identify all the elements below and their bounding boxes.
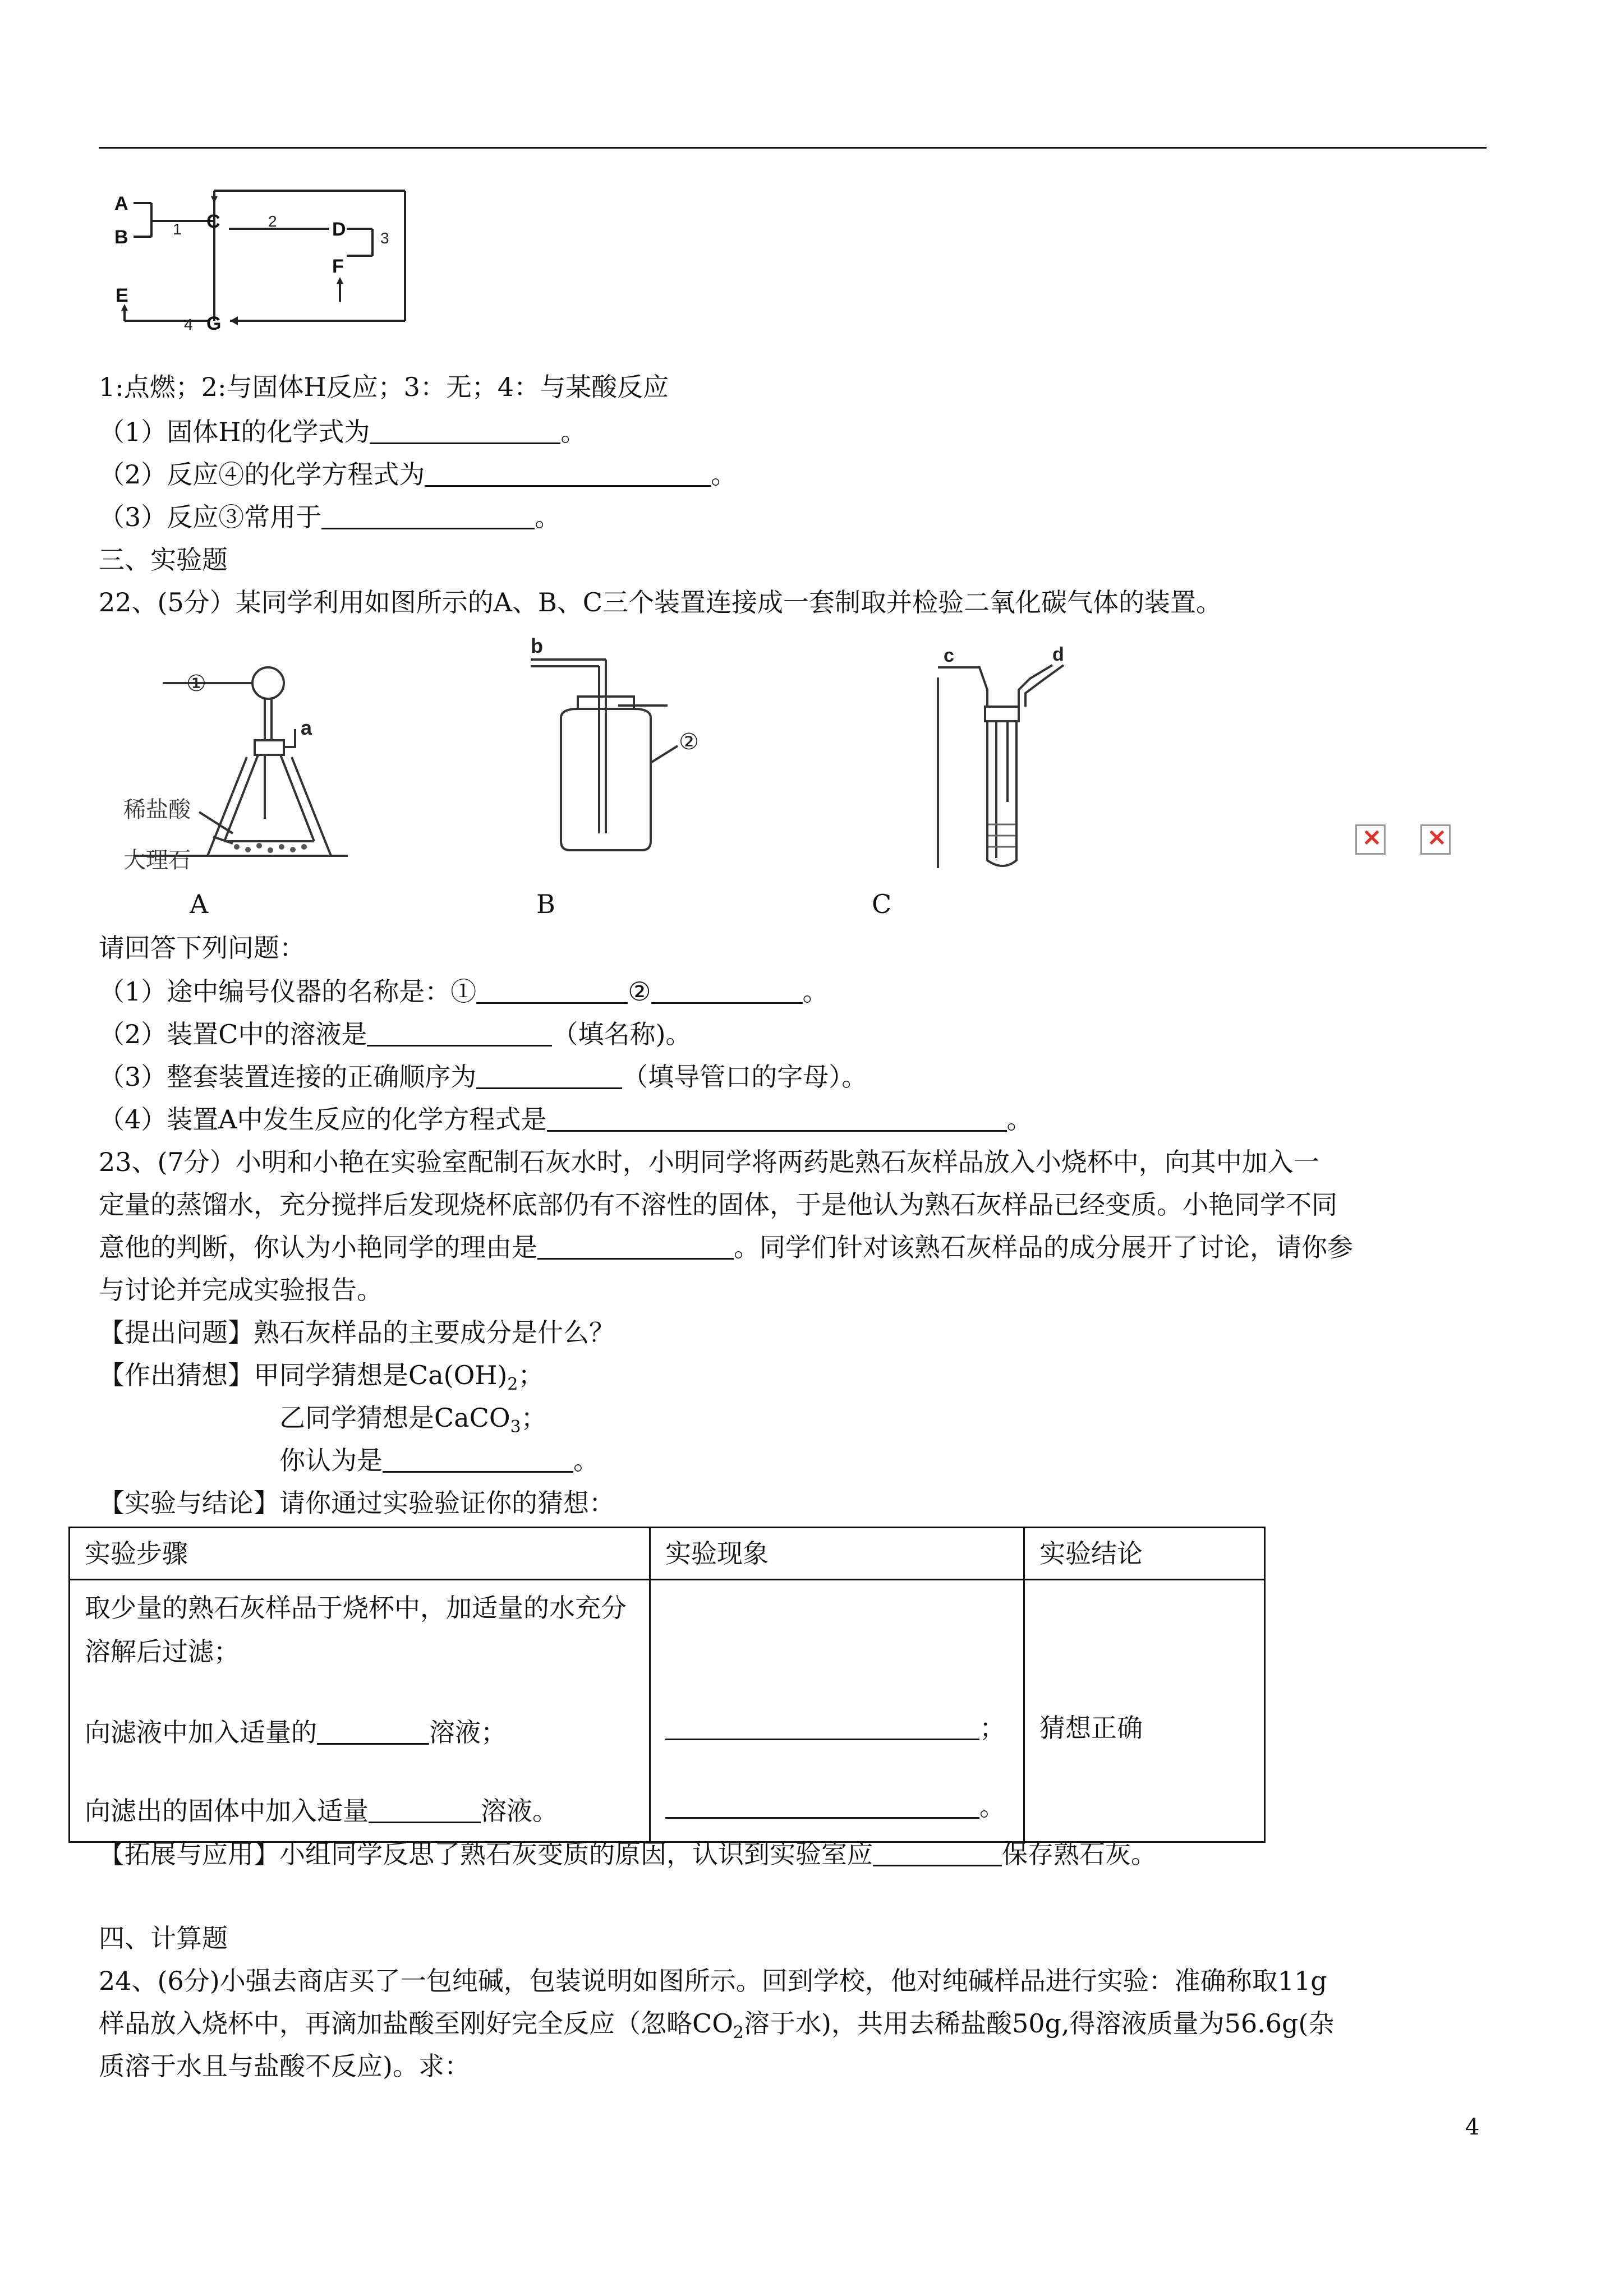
label-circle-2: ② bbox=[679, 730, 699, 754]
answer-blank[interactable] bbox=[537, 1233, 734, 1260]
section-heading-calculation: 四、计算题 bbox=[99, 1923, 228, 1953]
edge-label-2: 2 bbox=[268, 213, 277, 230]
answer-blank[interactable] bbox=[651, 978, 803, 1004]
q23-experiment-heading: 【实验与结论】请你通过实验验证你的猜想： bbox=[99, 1488, 615, 1518]
q21-part1: （1）固体H的化学式为 。 bbox=[99, 417, 587, 447]
reaction-flow-diagram bbox=[110, 183, 424, 340]
node-b: B bbox=[114, 227, 128, 248]
label-dilute-hcl: 稀盐酸 bbox=[123, 797, 191, 823]
label-c: c bbox=[944, 645, 954, 666]
label-marble: 大理石 bbox=[123, 847, 191, 873]
q21-part2: （2）反应④的化学方程式为 。 bbox=[99, 459, 737, 490]
q24-line1: 24、(6分)小强去商店买了一包纯碱，包装说明如图所示。回到学校，他对纯碱样品进行实验：准确称取11g bbox=[99, 1966, 1327, 1996]
q23-line3: 意他的判断，你认为小艳同学的理由是 。同学们针对该熟石灰样品的成分展开了讨论，请你参 bbox=[99, 1232, 1353, 1262]
q24-line3: 质溶于水且与盐酸不反应)。求： bbox=[99, 2051, 470, 2081]
node-e: E bbox=[116, 285, 128, 306]
table-cell-steps bbox=[70, 1580, 650, 1842]
reaction-legend: 1:点燃；2:与固体H反应；3：无；4：与某酸反应 bbox=[99, 372, 669, 402]
answer-blank[interactable] bbox=[425, 460, 711, 487]
q23-extension: 【拓展与应用】小组同学反思了熟石灰变质的原因，认识到实验室应 保存熟石灰。 bbox=[99, 1839, 1157, 1869]
conclusion-text: 猜想正确 bbox=[1039, 1713, 1143, 1743]
step-1: 取少量的熟石灰样品于烧杯中，加适量的水充分溶解后过滤； bbox=[85, 1593, 627, 1667]
section-heading-experiment: 三、实验题 bbox=[99, 545, 228, 575]
edge-label-4: 4 bbox=[184, 316, 193, 333]
edge-label-3: 3 bbox=[380, 229, 389, 247]
table-header-conclusion: 实验结论 bbox=[1024, 1528, 1265, 1580]
node-c: C bbox=[206, 211, 220, 232]
page-number: 4 bbox=[1465, 2114, 1480, 2140]
edge-label-1: 1 bbox=[173, 220, 182, 238]
table-header-observations: 实验现象 bbox=[650, 1528, 1024, 1580]
q21-part3: （3）反应③常用于 。 bbox=[99, 502, 561, 532]
q23-guess-b: 乙同学猜想是CaCO$_3$； bbox=[279, 1403, 547, 1437]
answer-blank[interactable] bbox=[476, 978, 628, 1004]
label-d: d bbox=[1052, 645, 1064, 665]
table-cell-conclusion bbox=[1024, 1580, 1265, 1842]
table-cell-observations bbox=[650, 1580, 1024, 1842]
answer-blank[interactable] bbox=[321, 503, 535, 529]
node-a: A bbox=[114, 193, 128, 214]
q23-question: 【提出问题】熟石灰样品的主要成分是什么？ bbox=[99, 1317, 615, 1348]
answer-blank[interactable] bbox=[476, 1063, 622, 1089]
answer-blank[interactable] bbox=[665, 1792, 979, 1819]
broken-image-icon: × bbox=[1355, 824, 1386, 855]
answer-blank[interactable] bbox=[369, 1797, 481, 1823]
table-header-steps: 实验步骤 bbox=[70, 1528, 650, 1580]
observation-1: ； bbox=[665, 1708, 1009, 1748]
q22-part4: （4）装置A中发生反应的化学方程式是 。 bbox=[99, 1104, 1033, 1135]
top-rule bbox=[99, 147, 1487, 149]
q23-guess-c: 你认为是 。 bbox=[279, 1445, 599, 1476]
step-3: 向滤出的固体中加入适量 溶液。 bbox=[85, 1796, 558, 1826]
apparatus-b-gas-bottle bbox=[522, 634, 735, 858]
caption-c: C bbox=[872, 889, 892, 919]
answer-blank[interactable] bbox=[547, 1105, 1007, 1132]
label-b: b bbox=[531, 634, 543, 657]
q22-part3: （3）整套装置连接的正确顺序为 （填导管口的字母）。 bbox=[99, 1062, 868, 1092]
q24-line2: 样品放入烧杯中，再滴加盐酸至刚好完全反应（忽略$CO_2$溶于水)，共用去稀盐酸50g,得溶液质量为56.6g(杂 bbox=[99, 2008, 1335, 2043]
q23-guess-a: 【作出猜想】甲同学猜想是$Ca(OH)_2$； bbox=[99, 1360, 544, 1395]
label-circle-1: ① bbox=[186, 671, 206, 696]
node-f: F bbox=[332, 256, 344, 277]
q22-part2: （2）装置C中的溶液是 （填名称)。 bbox=[99, 1019, 692, 1049]
q23-line4: 与讨论并完成实验报告。 bbox=[99, 1275, 383, 1305]
answer-blank[interactable] bbox=[873, 1840, 1002, 1866]
node-d: D bbox=[332, 219, 346, 240]
answer-blank[interactable] bbox=[665, 1714, 979, 1740]
answer-blank[interactable] bbox=[317, 1718, 429, 1745]
experiment-table bbox=[68, 1527, 1266, 1843]
answer-blank[interactable] bbox=[383, 1446, 573, 1473]
q23-line2: 定量的蒸馏水，充分搅拌后发现烧杯底部仍有不溶性的固体，于是他认为熟石灰样品已经变质。小艳同学不同 bbox=[99, 1190, 1337, 1220]
q23-line1: 23、(7分）小明和小艳在实验室配制石灰水时，小明同学将两药匙熟石灰样品放入小烧杯中，向其中加入一 bbox=[99, 1147, 1319, 1177]
answer-blank[interactable] bbox=[367, 1020, 552, 1046]
caption-a: A bbox=[190, 889, 209, 919]
broken-image-icon: × bbox=[1420, 824, 1451, 855]
q22-prompt: 请回答下列问题： bbox=[99, 933, 305, 963]
node-g: G bbox=[206, 313, 222, 334]
label-a: a bbox=[301, 716, 312, 739]
q22-intro: 22、(5分）某同学利用如图所示的A、B、C三个装置连接成一套制取并检验二氧化碳气体的装置。 bbox=[99, 587, 1222, 617]
caption-b: B bbox=[536, 889, 555, 919]
step-2: 向滤液中加入适量的 溶液； bbox=[85, 1717, 507, 1748]
answer-blank[interactable] bbox=[370, 418, 560, 444]
q22-part1: （1）途中编号仪器的名称是：① ② 。 bbox=[99, 976, 829, 1007]
observation-2: 。 bbox=[665, 1787, 1009, 1826]
apparatus-c-test-tube bbox=[931, 645, 1077, 880]
